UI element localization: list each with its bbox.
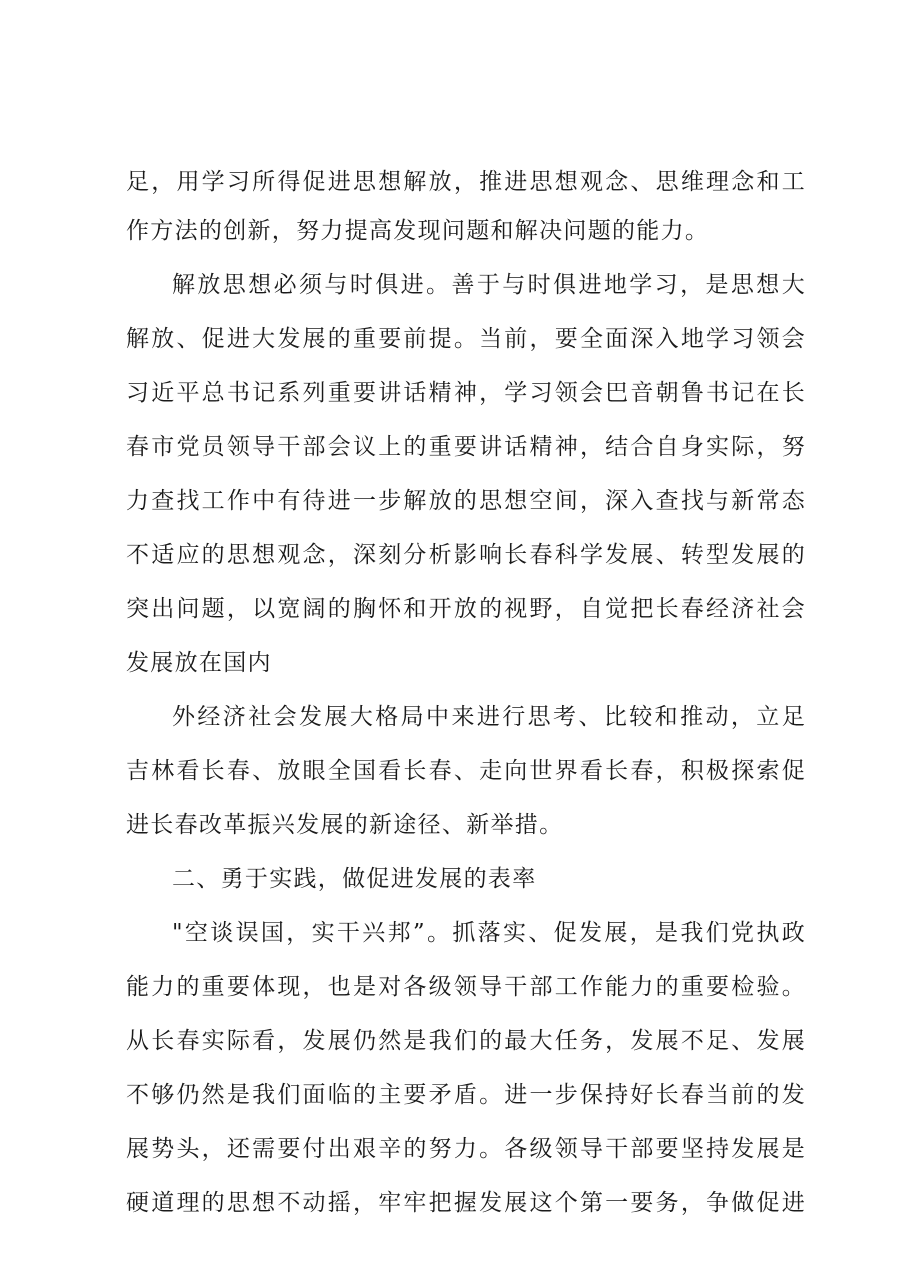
text-line: 从长春实际看，发展仍然是我们的最大任务，发展不足、发展 [126,1028,806,1054]
text-line: 不适应的思想观念，深刻分析影响长春科学发展、转型发展的 [126,542,806,568]
text-line: 突出问题，以宽阔的胸怀和开放的视野，自觉把长春经济社会 [126,596,806,622]
paragraph-first-line: 解放思想必须与时俱进。善于与时俱进地学习，是思想大 [172,272,806,298]
text-line: 足，用学习所得促进思想解放，推进思想观念、思维理念和工 [126,169,806,195]
text-line: 展势头，还需要付出艰辛的努力。各级领导干部要坚持发展是 [126,1136,806,1162]
text-line: 发展放在国内 [126,650,272,676]
text-line: 作方法的创新，努力提高发现问题和解决问题的能力。 [126,218,710,244]
paragraph-first-line: "空谈误国，实干兴邦”。抓落实、促发展，是我们党执政 [172,920,806,946]
text-line: 解放、促进大发展的重要前提。当前，要全面深入地学习领会 [126,326,806,352]
text-line: 春市党员领导干部会议上的重要讲话精神，结合自身实际，努 [126,434,806,460]
section-heading: 二、勇于实践，做促进发展的表率 [172,866,537,892]
paragraph-first-line: 外经济社会发展大格局中来进行思考、比较和推动，立足 [172,704,806,730]
text-line: 硬道理的思想不动摇，牢牢把握发展这个第一要务，争做促进 [126,1190,806,1216]
text-line: 进长春改革振兴发展的新途径、新举措。 [126,812,564,838]
text-line: 不够仍然是我们面临的主要矛盾。进一步保持好长春当前的发 [126,1082,806,1108]
text-line: 能力的重要体现，也是对各级领导干部工作能力的重要检验。 [126,974,806,1000]
text-line: 力查找工作中有待进一步解放的思想空间，深入查找与新常态 [126,488,806,514]
text-line: 习近平总书记系列重要讲话精神，学习领会巴音朝鲁书记在长 [126,380,806,406]
text-line: 吉林看长春、放眼全国看长春、走向世界看长春，积极探索促 [126,758,806,784]
